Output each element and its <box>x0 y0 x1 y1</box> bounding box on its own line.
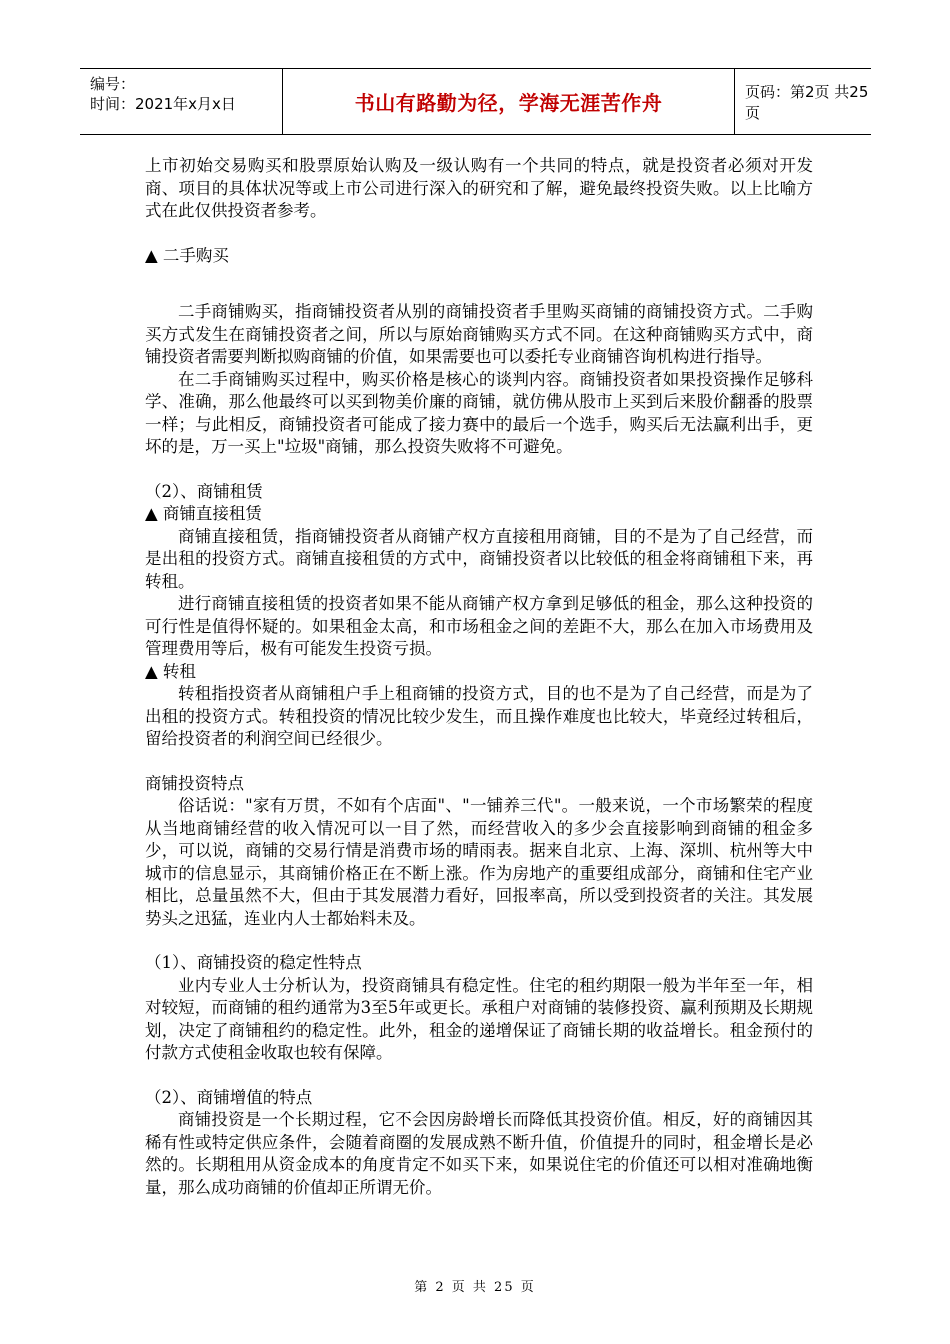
header-motto-cell <box>283 69 735 134</box>
header-table <box>80 68 871 135</box>
section-heading-sublease: ▲ 转租 <box>145 661 196 681</box>
section-heading-secondhand: ▲ 二手购买 <box>145 245 229 265</box>
header-meta-cell <box>80 69 283 134</box>
header-page-cell <box>735 69 871 134</box>
section-heading-features: 商铺投资特点 <box>145 773 244 793</box>
document-body <box>145 155 813 1199</box>
paragraph: 俗话说："家有万贯，不如有个店面"、"一铺养三代"。一般来说，一个市场繁荣的程度从当地商铺经营的收入情况可以一目了然，而经营收入的多少会直接影响到商铺的租金多少，可以说，商铺的交易行情是消费市场的晴雨表。据来自北京、上海、深圳、杭州等大中城市的信息显示，其商铺价格正在不断上涨。作为房地产的重要组成部分，商铺和住宅产业相比，总量虽然不大，但由于其发展潜力看好，回报率高，所以受到投资者的关注。其发展势头之迅猛，连业内人士都始料未及。 <box>145 796 813 928</box>
section-heading-appreciation: （2）、商铺增值的特点 <box>145 1087 313 1107</box>
header-motto: 书山有路勤为径，学海无涯苦作舟 <box>354 91 663 115</box>
paragraph: 商铺直接租赁，指商铺投资者从商铺产权方直接租用商铺，目的不是为了自己经营，而是出租的投资方式。商铺直接租赁的方式中，商铺投资者以比较低的租金将商铺租下来，再转租。 <box>145 526 813 591</box>
document-date-label: 时间：2021年x月x日 <box>90 95 236 113</box>
paragraph: 在二手商铺购买过程中，购买价格是核心的谈判内容。商铺投资者如果投资操作足够科学、准确，那么他最终可以买到物美价廉的商铺，就仿佛从股市上买到后来股价翻番的股票一样；与此相反，商铺投资者可能成了接力赛中的最后一个选手，购买后无法赢利出手，更坏的是，万一买上"垃圾"商铺，那么投资失败将不可避免。 <box>145 369 813 456</box>
paragraph: 二手商铺购买，指商铺投资者从别的商铺投资者手里购买商铺的商铺投资方式。二手购买方式发生在商铺投资者之间，所以与原始商铺购买方式不同。在这种商铺购买方式中，商铺投资者需要判断拟购商铺的价值，如果需要也可以委托专业商铺咨询机构进行指导。 <box>145 302 813 366</box>
header-page-info: 页码：第2页 共25页 <box>745 82 869 122</box>
section-heading-lease: （2）、商铺租赁 <box>145 481 263 501</box>
page-footer: 第 2 页 共 25 页 <box>414 1280 536 1295</box>
paragraph: 业内专业人士分析认为，投资商铺具有稳定性。住宅的租约期限一般为半年至一年，相对较短，而商铺的租约通常为3至5年或更长。承租户对商铺的装修投资、赢利预期及长期规划，决定了商铺租约的稳定性。此外，租金的递增保证了商铺长期的收益增长。租金预付的付款方式使租金收取也较有保障。 <box>145 975 813 1062</box>
paragraph: 进行商铺直接租赁的投资者如果不能从商铺产权方拿到足够低的租金，那么这种投资的可行性是值得怀疑的。如果租金太高，和市场租金之间的差距不大，那么在加入市场费用及管理费用等后，极有可能发生投资亏损。 <box>145 594 813 658</box>
paragraph: 上市初始交易购买和股票原始认购及一级认购有一个共同的特点，就是投资者必须对开发商、项目的具体状况等或上市公司进行深入的研究和了解，避免最终投资失败。以上比喻方式在此仅供投资者参考。 <box>145 156 813 220</box>
section-heading-stability: （1）、商铺投资的稳定性特点 <box>145 953 362 972</box>
section-heading-direct-lease: ▲ 商铺直接租赁 <box>145 504 262 523</box>
paragraph: 转租指投资者从商铺租户手上租商铺的投资方式，目的也不是为了自己经营，而是为了出租的投资方式。转租投资的情况比较少发生，而且操作难度也比较大，毕竟经过转租后，留给投资者的利润空间已经很少。 <box>145 684 813 748</box>
paragraph: 商铺投资是一个长期过程，它不会因房龄增长而降低其投资价值。相反，好的商铺因其稀有性或特定供应条件，会随着商圈的发展成熟不断升值，价值提升的同时，租金增长是必然的。长期租用从资金成本的角度肯定不如买下来，如果说住宅的价值还可以相对准确地衡量，那么成功商铺的价值却正所谓无价。 <box>145 1110 813 1197</box>
document-number-label: 编号： <box>90 75 136 93</box>
